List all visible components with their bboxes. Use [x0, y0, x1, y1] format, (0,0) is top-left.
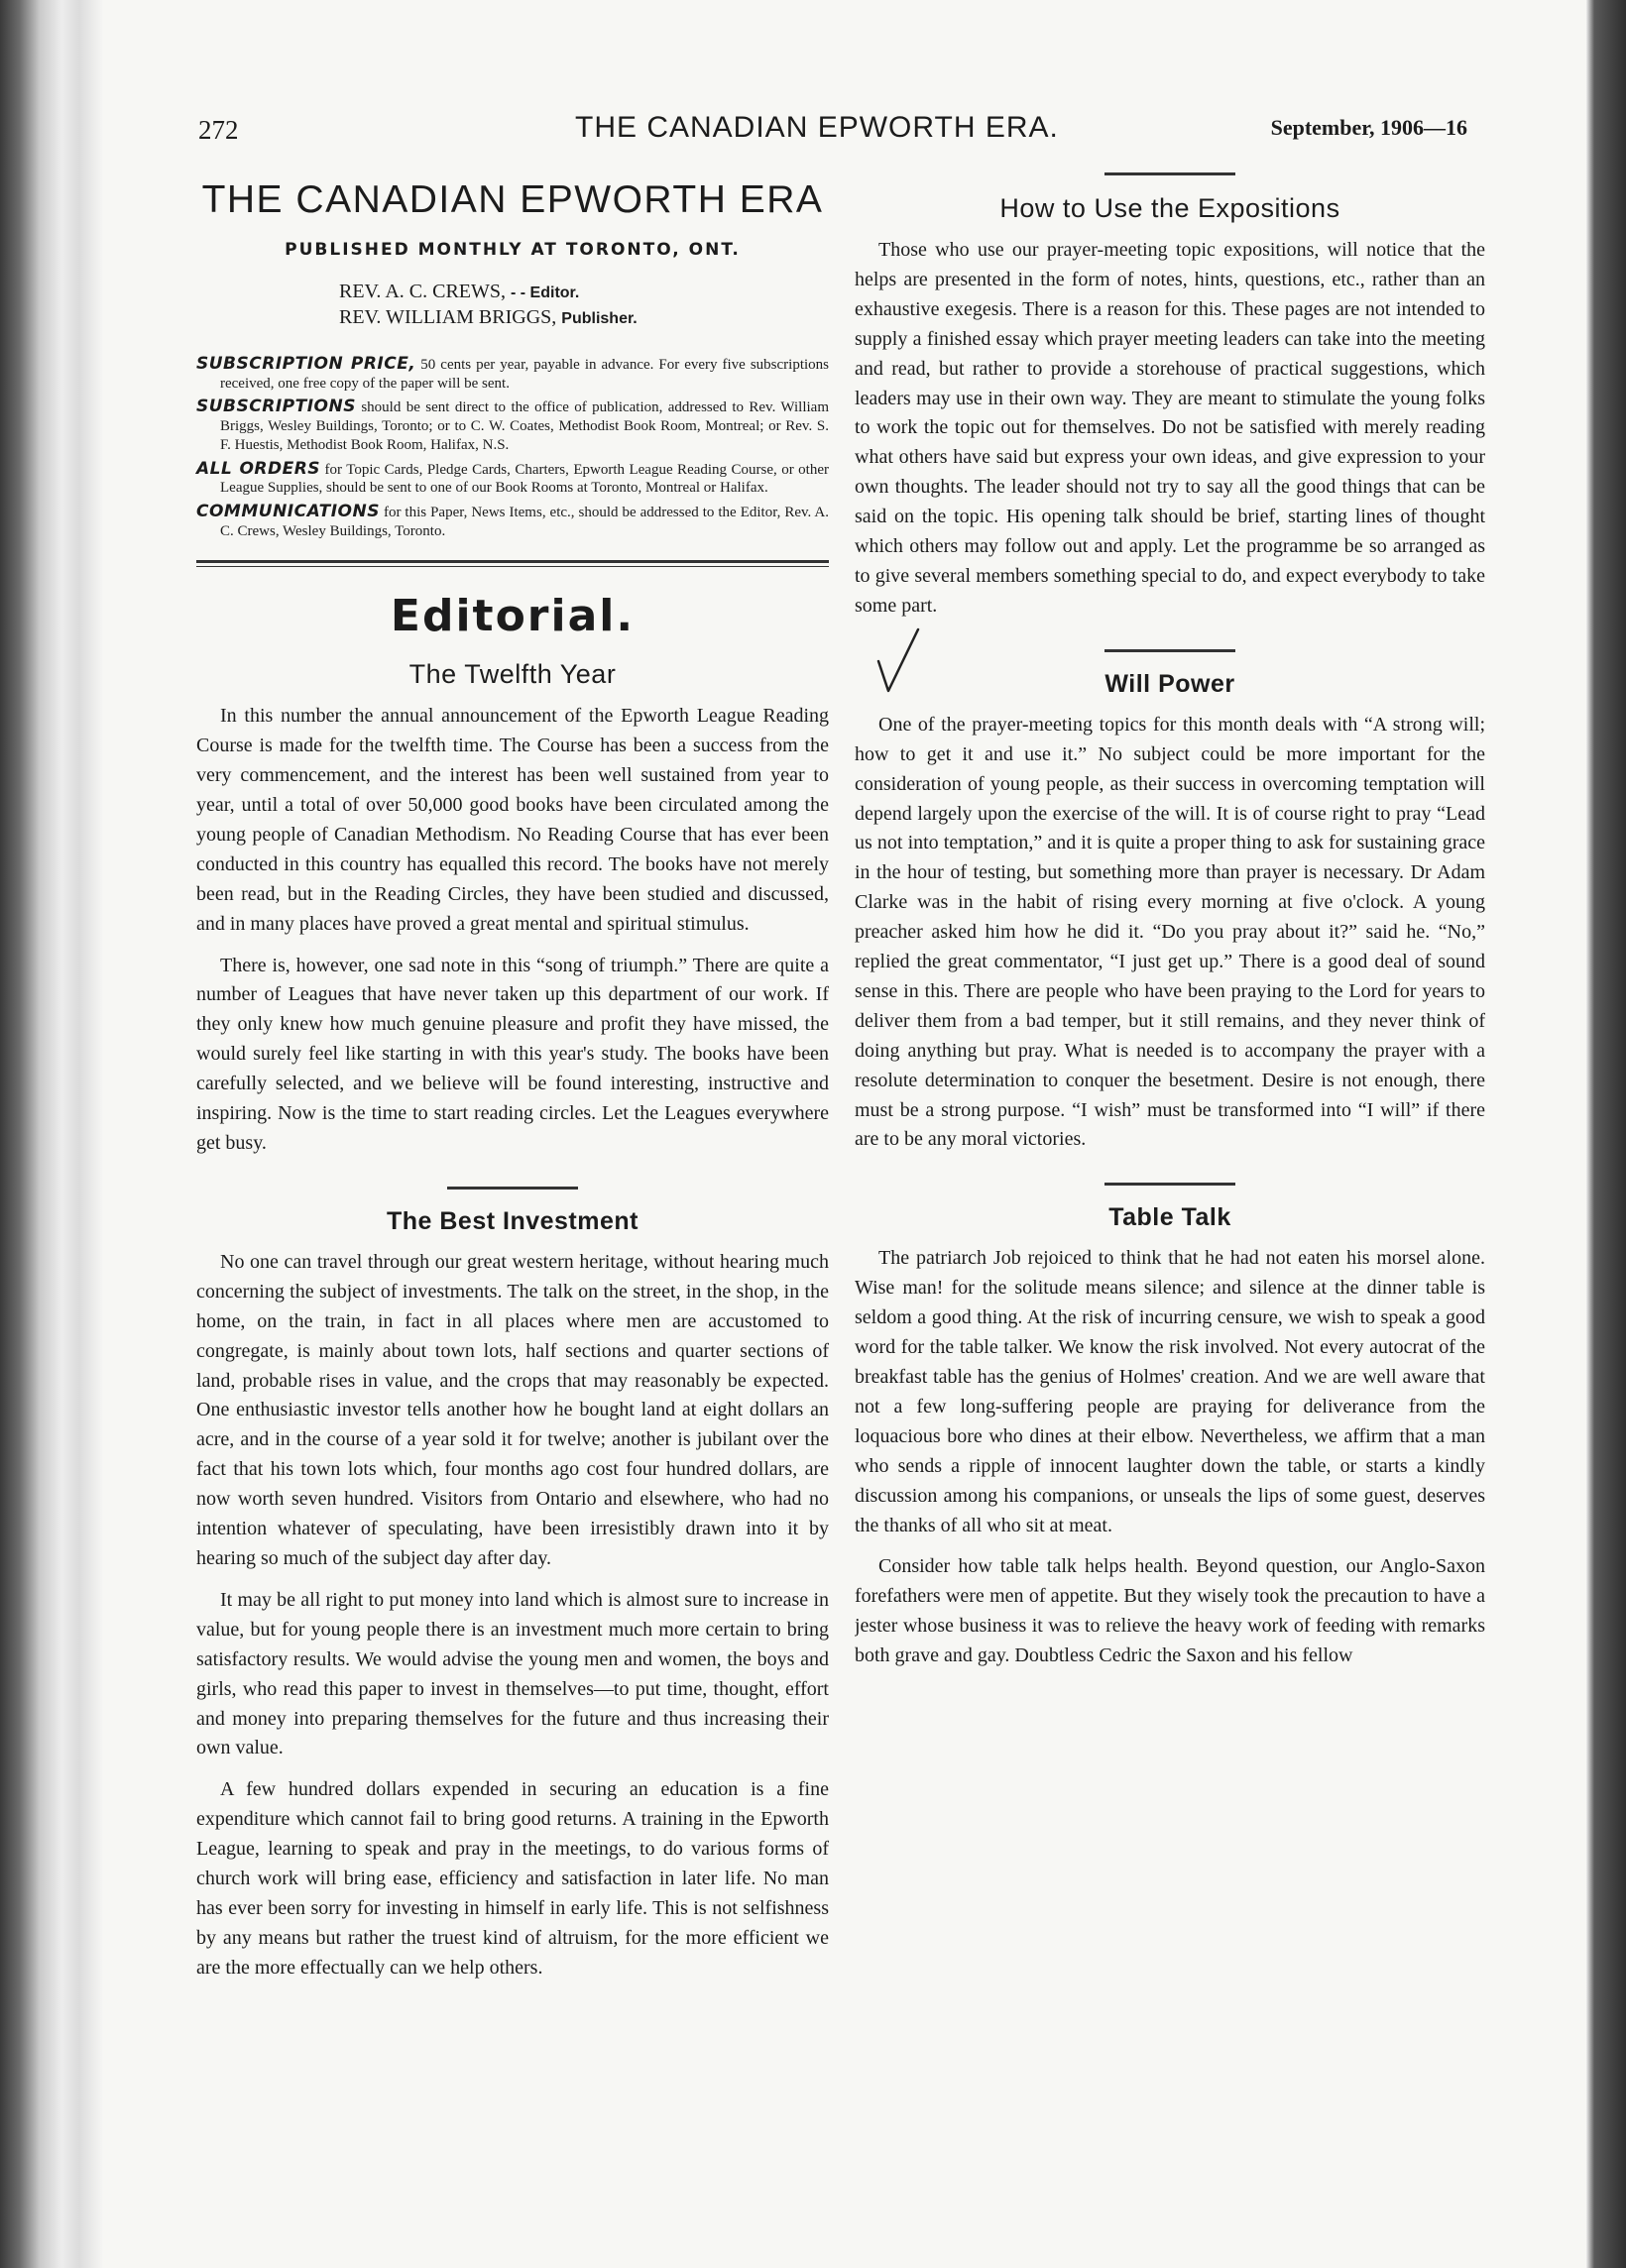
section-divider	[1104, 1183, 1235, 1186]
book-binding-gutter	[0, 0, 103, 2268]
article-title-expositions: How to Use the Expositions	[999, 193, 1340, 223]
double-rule-divider	[196, 560, 829, 567]
paragraph: No one can travel through our great western heritage, without hearing much concerning the subject of investments. The talk on the street, in the shop, in the home, on the train, in fact in all places where men are accustomed to congregate, is mainly about town lots, half sections and quarter sections of land, probable rises in value, and the crops that may reasonably be expected. One enthusiastic investor tells another how he bought land at eight dollars an acre, and in the course of a year sold it for twelve; another is jubilant over the fact that his town lots which, four months ago cost four hundred dollars, are now worth seven hundred. Visitors from Ontario and elsewhere, who had no intention whatever of speculating, have been irresistibly drawn into it by hearing so much of the subject day after day.	[196, 1250, 829, 1569]
facing-page-edge	[1586, 0, 1626, 2268]
handwritten-checkmark-icon	[874, 627, 924, 697]
masthead-officers	[339, 280, 829, 331]
article-title-best-investment: The Best Investment	[386, 1206, 639, 1235]
paragraph: It may be all right to put money into land which is almost sure to increase in value, but for young people there is an investment much more certain to bring satisfactory results. We would advise the young men and women, the boys and girls, who read this paper to invest in themselves—to put time, thought, effort and money into preparing themselves for the future and thus increasing their own value.	[196, 1588, 829, 1759]
paragraph: There is, however, one sad note in this “song of triumph.” There are quite a number of Leagues that have never taken up this department of our work. If they only knew how much genuine pleasure and profit they have missed, the would surely feel like starting in with this year's study. The books have been carefully selected, and we believe will be found interesting, instructive and inspiring. Now is the time to start reading circles. Let the Leagues everywhere get busy.	[196, 954, 829, 1155]
paragraph: The patriarch Job rejoiced to think that he had not eaten his morsel alone. Wise man! for the solitude means silence; and silence at the dinner table is seldom a good thing. At the risk of incurring censure, we wish to speak a good word for the table talker. We know the risk involved. Not every autocrat of the breakfast table has the genius of Holmes' creation. And we are well aware that not a few long-suffering people are praying for deliverance from the loquacious bore who dines at their elbow. Nevertheless, we affirm that a man who sends a ripple of innocent laughter down the table, or starts a kindly discussion among his companions, or unseals the lips of some guest, deserves the thanks of all who sit at meat.	[855, 1247, 1485, 1536]
article-title-will-power: Will Power	[1104, 669, 1235, 698]
article-title-table-talk: Table Talk	[1108, 1203, 1231, 1232]
paragraph: One of the prayer-meeting topics for this month deals with “A strong will; how to get it and use it.” No subject could be more important for the consideration of young people, as their success in overcoming temptation will depend largely upon the exercise of the will. It is of course right to pray “Lead us not into temptation,” and it is quite a proper thing to ask for sustaining grace in the hour of testing, but something more than prayer is necessary. Dr Adam Clarke was in the habit of rising every morning at five o'clock. A young preacher asked him how he did it. “Do you pray about it?” said he. “No,” replied the great commentator, “I just get up.” There is a good deal of sound sense in this. There are people who have been praying to the Lord for years to deliver them from a bad temper, but it still remains, and they never think of doing anything but pray. What is needed is to accompany the prayer with a resolute determination to conquer the besetment. Desire is not enough, there must be a strong purpose. “I wish” must be transformed into “I will” if there are to be any moral victories.	[855, 713, 1485, 1151]
publisher-role: Publisher.	[561, 310, 638, 327]
section-divider	[1104, 649, 1235, 652]
journal-title: THE CANADIAN EPWORTH ERA.	[575, 111, 1059, 144]
notice-communications: COMMUNICATIONS for this Paper, News Items, etc., should be addressed to the Editor, Rev. A. C. Crews, Wesley Buildings, Toronto.	[196, 501, 829, 539]
issue-date: September, 1906—16	[1270, 115, 1467, 140]
left-column	[196, 170, 829, 1995]
paragraph: In this number the annual announcement of the Epworth League Reading Course is made for the twelfth time. The Course has been a success from the very commencement, and the interest has been well sustained from year to year, until a total of over 50,000 good books have been circulated among the young people of Canadian Methodism. No Reading Course that has ever been conducted in this country has equalled this record. The books have not merely been read, but in the Reading Circles, they have been studied and discussed, and in many places have proved a great mental and spiritual stimulus.	[196, 705, 829, 935]
editorial-heading: Editorial.	[390, 591, 636, 642]
article-title-twelfth-year: The Twelfth Year	[408, 659, 617, 690]
masthead-title: THE CANADIAN EPWORTH ERA	[201, 178, 824, 221]
right-column	[855, 170, 1485, 1776]
page-number: 272	[198, 115, 239, 145]
notice-subscription-price: SUBSCRIPTION PRICE, 50 cents per year, payable in advance. For every five subscriptions received, one free copy of the paper will be sent.	[196, 354, 829, 392]
editor-role: - - Editor.	[511, 284, 580, 301]
paragraph: Consider how table talk helps health. Beyond question, our Anglo-Saxon forefathers were men of appetite. But they wisely took the precaution to have a jester whose business it was to relieve the heavy work of feeding with remarks both grave and gay. Doubtless Cedric the Saxon and his fellow	[855, 1555, 1485, 1667]
notice-subscriptions: SUBSCRIPTIONS should be sent direct to the office of publication, addressed to Rev. William Briggs, Wesley Buildings, Toronto; or to C. W. Coates, Methodist Book Room, Montreal; or Rev. S. F. Huestis, Methodist Book Room, Halifax, N.S.	[196, 397, 829, 453]
masthead-subtitle: PUBLISHED MONTHLY AT TORONTO, ONT.	[285, 240, 741, 260]
section-divider	[447, 1187, 578, 1190]
paragraph: Those who use our prayer-meeting topic expositions, will notice that the helps are presented in the form of notes, hints, questions, etc., rather than an exhaustive exegesis. There is a reason for this. These pages are not intended to supply a finished essay which prayer meeting leaders can take into the meeting and read, but rather to provide a storehouse of practical suggestions, which leaders may use in their own way. They are meant to stimulate the young folks to work the topic out for themselves. Do not be satisfied with merely reading what others have said but express your own ideas, and give expression to your own thoughts. The leader should not try to say all the good things that can be said on the topic. His opening talk should be brief, starting lines of thought which others may follow out and apply. Let the programme be so arranged as to give several members something special to do, and expect everybody to take some part.	[855, 239, 1485, 617]
section-divider	[1104, 172, 1235, 175]
publisher-name: REV. WILLIAM BRIGGS,	[339, 306, 557, 328]
running-header	[198, 111, 1467, 151]
editor-name: REV. A. C. CREWS,	[339, 281, 506, 302]
notice-all-orders: ALL ORDERS for Topic Cards, Pledge Cards, Charters, Epworth League Reading Course, or other League Supplies, should be sent to one of our Book Rooms at Toronto, Montreal or Halifax.	[196, 458, 829, 497]
paragraph: A few hundred dollars expended in securing an education is a fine expenditure which cannot fail to bring good returns. A training in the Epworth League, learning to speak and pray in the meetings, to do various forms of church work will bring ease, efficiency and satisfaction in later life. No man has ever been sorry for investing in himself in early life. This is not selfishness by any means but rather the truest kind of altruism, for the more efficient we are the more effectually can we help others.	[196, 1778, 829, 1979]
